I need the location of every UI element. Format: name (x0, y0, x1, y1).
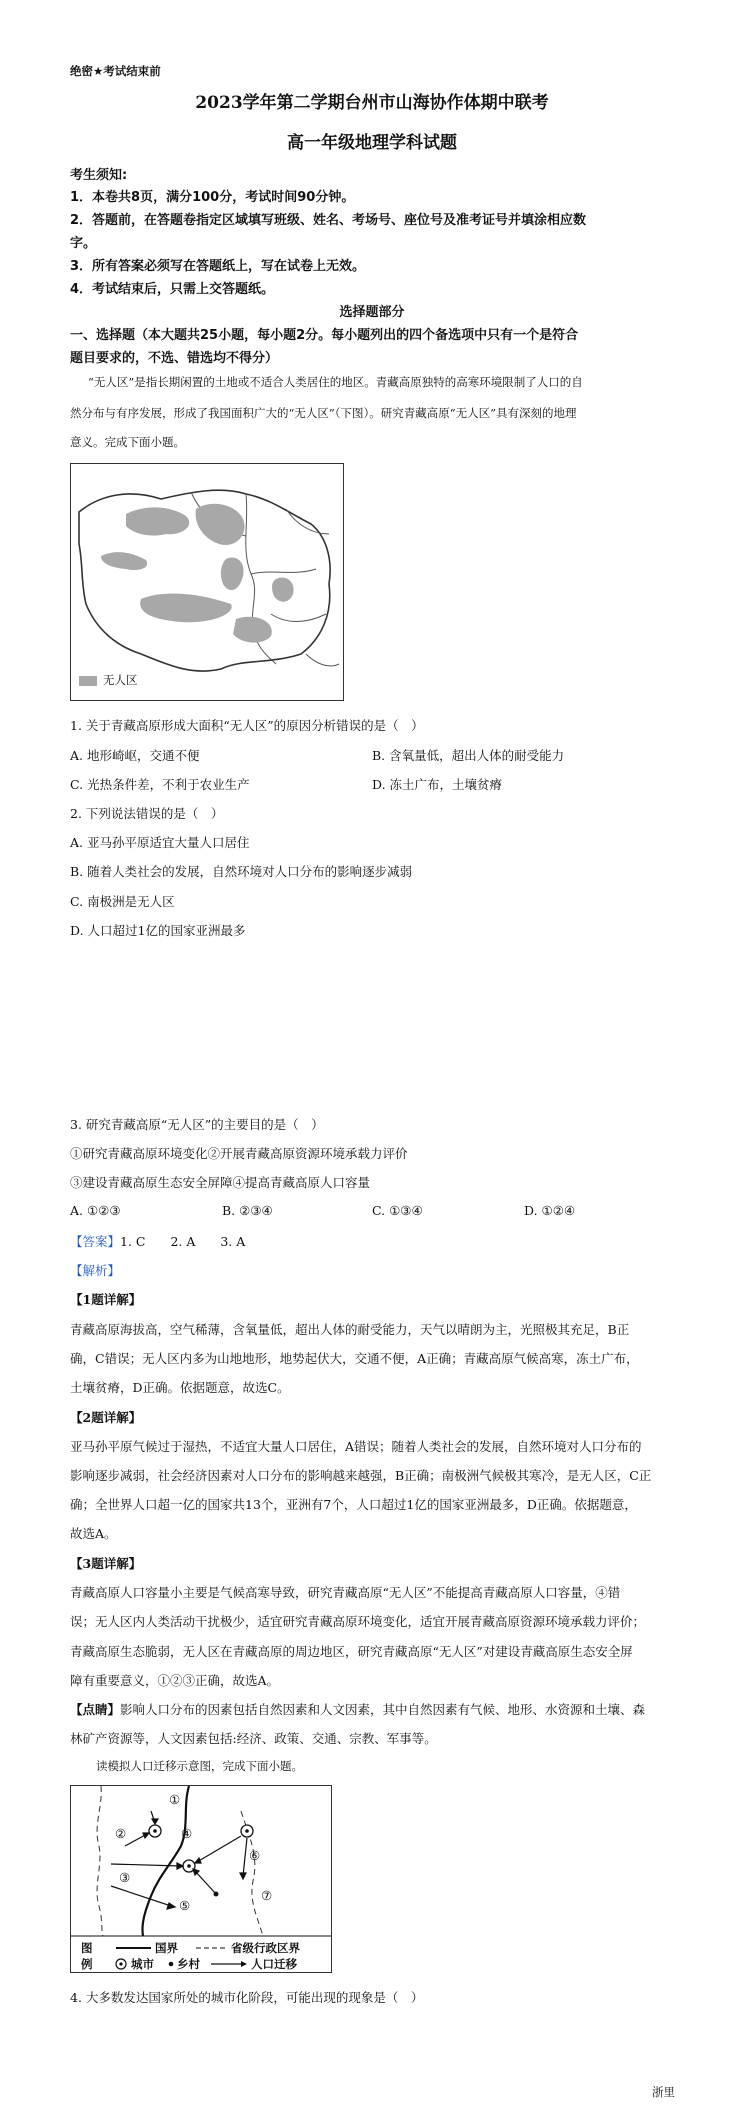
analysis-label: 【解析】 (70, 1263, 121, 1278)
legend-tu: 图 (81, 1941, 93, 1955)
label-3: ③ (119, 1870, 131, 1885)
q1-option-d: D. 冻土广布，土壤贫瘠 (372, 777, 503, 792)
secret-mark: 绝密★考试结束前 (70, 64, 161, 78)
notice-item-2-cont: 字。 (70, 236, 97, 251)
detail-2-line-2: 影响逐步减弱，社会经济因素对人口分布的影响越来越强，B正确；南极洲气候极其寒冷，是无人区，C正 (70, 1468, 652, 1483)
footer-mark: 浙里 (652, 2085, 675, 2099)
unpopulated-area-2 (101, 552, 147, 570)
legend-shengjie: 省级行政区界 (231, 1941, 300, 1955)
city-icon-top (149, 1825, 161, 1837)
intro-line-2: 然分布与有序发展，形成了我国面积广大的“无人区”（下图）。研究青藏高原“无人区”具有深刻的地理 (70, 406, 577, 420)
detail-1-line-1: 青藏高原海拔高，空气稀薄，含氧量低，超出人体的耐受能力，天气以晴朗为主，光照极其充足，B正 (70, 1322, 630, 1337)
national-border (142, 1786, 189, 1936)
plateau-map-svg (71, 464, 343, 700)
legend-village-icon (169, 1962, 174, 1967)
label-7: ⑦ (261, 1888, 273, 1903)
detail-3-line-3: 青藏高原生态脆弱，无人区在青藏高原的周边地区，研究青藏高原“无人区”对建设青藏高原生态安全屏 (70, 1644, 633, 1659)
notice-item-2: 2．答题前，在答题卷指定区域填写班级、姓名、考场号、座位号及准考证号并填涂相应数 (70, 213, 587, 228)
q3-choice-line-2: ③建设青藏高原生态安全屏障④提高青藏高原人口容量 (70, 1175, 371, 1190)
q1-option-a: A. 地形崎岖，交通不便 (70, 748, 200, 763)
answer-label: 【答案】 (70, 1234, 121, 1249)
unpopulated-area-3 (196, 504, 245, 545)
label-4: ④ (181, 1826, 193, 1841)
q2-stem: 2. 下列说法错误的是（ ） (70, 806, 224, 821)
notice-item-3: 3．所有答案必须写在答题纸上，写在试卷上无效。 (70, 259, 366, 274)
city-icon-right (241, 1825, 253, 1837)
detail-3-title: 【3题详解】 (70, 1556, 142, 1571)
q3-option-a: A. ①②③ (70, 1203, 121, 1218)
unpopulated-area-7 (233, 617, 272, 643)
section-heading-2: 题目要求的，不选、错选均不得分） (70, 351, 279, 366)
detail-1-title: 【1题详解】 (70, 1292, 142, 1307)
exam-title: 2023学年第二学期台州市山海协作体期中联考 (195, 93, 549, 113)
migration-diagram (70, 1785, 332, 1973)
q1-stem: 1. 关于青藏高原形成大面积“无人区”的原因分析错误的是（ ） (70, 718, 424, 733)
legend-city-icon (116, 1959, 126, 1969)
dianjing-text-1: 影响人口分布的因素包括自然因素和人文因素，其中自然因素有气候、地形、水资源和土壤、森 (120, 1702, 646, 1717)
legend-city: 城市 (131, 1957, 154, 1971)
unpopulated-area-1 (126, 507, 189, 535)
detail-1-line-2: 确，C错误；无人区内多为山地地形，地势起伏大，交通不便，A正确；青藏高原气候高寒，冻土广布， (70, 1351, 639, 1366)
detail-1-line-3: 土壤贫瘠，D正确。依据题意，故选C。 (70, 1380, 290, 1395)
dianjing-label: 【点睛】 (70, 1702, 121, 1717)
q4-stem: 4. 大多数发达国家所处的城市化阶段，可能出现的现象是（ ） (70, 1990, 424, 2005)
province-border-1 (97, 1786, 103, 1936)
notice-heading: 考生须知: (70, 168, 128, 183)
notice-item-1: 1．本卷共8页，满分100分，考试时间90分钟。 (70, 190, 355, 205)
migration-arrows (111, 1811, 247, 1909)
answer-line (70, 1232, 245, 1250)
no-mans-land-map (70, 463, 344, 701)
detail-3-line-2: 误；无人区内人类活动干扰极少，适宜研究青藏高原环境变化，适宜开展青藏高原资源环境承载力评价； (70, 1614, 646, 1629)
intro-2: 读模拟人口迁移示意图，完成下面小题。 (96, 1759, 303, 1773)
q2-option-b: B. 随着人类社会的发展，自然环境对人口分布的影响逐步减弱 (70, 864, 413, 879)
detail-2-line-1: 亚马孙平原气候过于湿热，不适宜大量人口居住，A错误；随着人类社会的发展，自然环境对人口分布的 (70, 1439, 642, 1454)
detail-3-line-4: 障有重要意义，①②③正确，故选A。 (70, 1673, 280, 1688)
exam-subtitle: 高一年级地理学科试题 (287, 133, 457, 153)
label-6: ⑥ (249, 1848, 261, 1863)
label-1: ① (169, 1792, 181, 1807)
q3-option-b: B. ②③④ (222, 1203, 273, 1218)
legend-migration: 人口迁移 (251, 1957, 297, 1971)
q3-option-d: D. ①②④ (524, 1203, 576, 1218)
legend-village: 乡村 (177, 1957, 200, 1971)
unpopulated-area-6 (140, 594, 231, 623)
unpopulated-area-4 (221, 558, 244, 591)
legend-swatch (79, 676, 97, 686)
q1-option-c: C. 光热条件差，不利于农业生产 (70, 777, 250, 792)
legend-li: 例 (81, 1957, 93, 1971)
q3-stem: 3. 研究青藏高原“无人区”的主要目的是（ ） (70, 1117, 324, 1132)
label-5: ⑤ (179, 1898, 191, 1913)
intro-line-3: 意义。完成下面小题。 (70, 435, 185, 449)
intro-line-1: “无人区”是指长期闲置的土地或不适合人类居住的地区。青藏高原独特的高寒环境限制了人口的自 (88, 375, 583, 389)
section-heading-1: 一、选择题（本大题共25小题，每小题2分。每小题列出的四个备选项中只有一个是符合 (70, 328, 579, 343)
q1-option-b: B. 含氧量低，超出人体的耐受能力 (372, 748, 565, 763)
unpopulated-area-5 (272, 577, 294, 601)
legend-label: 无人区 (103, 673, 138, 687)
legend-guojie: 国界 (155, 1941, 178, 1955)
q3-choice-line-1: ①研究青藏高原环境变化②开展青藏高原资源环境承载力评价 (70, 1146, 408, 1161)
q2-option-c: C. 南极洲是无人区 (70, 894, 175, 909)
detail-2-line-3: 确；全世界人口超一亿的国家共13个，亚洲有7个，人口超过1亿的国家亚洲最多，D正确。依据题意， (70, 1497, 637, 1512)
q2-option-a: A. 亚马孙平原适宜大量人口居住 (70, 835, 250, 850)
notice-item-4: 4．考试结束后，只需上交答题纸。 (70, 282, 275, 297)
detail-2-title: 【2题详解】 (70, 1410, 142, 1425)
detail-2-line-4: 故选A。 (70, 1526, 117, 1541)
legend-arrow-icon (211, 1961, 247, 1967)
dianjing-line-1 (70, 1700, 645, 1718)
q3-option-c: C. ①③④ (372, 1203, 423, 1218)
label-2: ② (115, 1826, 127, 1841)
dianjing-line-2: 林矿产资源等，人文因素包括:经济、政策、交通、宗教、军事等。 (70, 1731, 437, 1746)
section-part: 选择题部分 (339, 305, 405, 320)
detail-3-line-1: 青藏高原人口容量小主要是气候高寒导致，研究青藏高原“无人区”不能提高青藏高原人口容量，④错 (70, 1585, 621, 1600)
answer-text: 1. C 2. A 3. A (120, 1234, 246, 1249)
q2-option-d: D. 人口超过1亿的国家亚洲最多 (70, 923, 246, 938)
